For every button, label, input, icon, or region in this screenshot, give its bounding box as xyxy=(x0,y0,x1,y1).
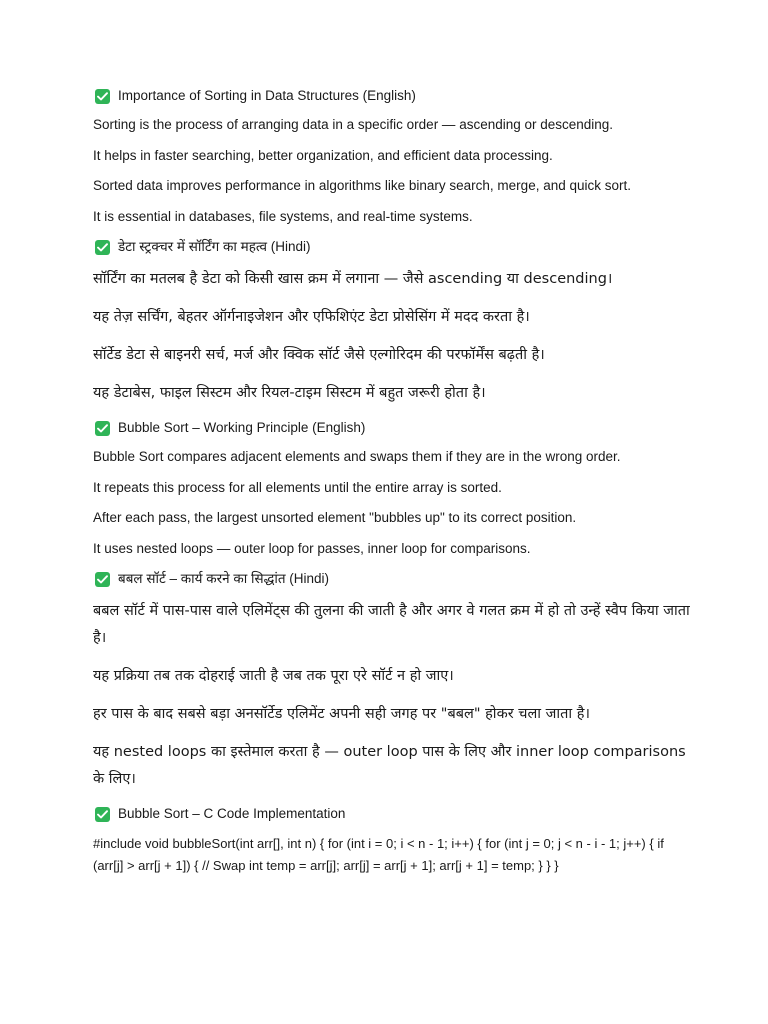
check-mark-icon xyxy=(95,807,110,822)
paragraph: बबल सॉर्ट में पास-पास वाले एलिमेंट्स की तुलना की जाती है और अगर वे गलत क्रम में हो तो उन्हें स्वैप किया जाता है। xyxy=(93,603,690,646)
paragraph: हर पास के बाद सबसे बड़ा अनसॉर्टेड एलिमेंट अपनी सही जगह पर "बबल" होकर चला जाता है। xyxy=(93,706,590,722)
paragraph: सॉर्टिंग का मतलब है डेटा को किसी खास क्रम में लगाना — जैसे ascending या descending। xyxy=(93,271,613,287)
paragraph: Sorting is the process of arranging data in a specific order — ascending or descending. xyxy=(93,117,614,132)
paragraph: It helps in faster searching, better organization, and efficient data processing. xyxy=(93,147,553,163)
check-mark-icon xyxy=(95,421,110,436)
heading-text: बबल सॉर्ट – कार्य करने का सिद्धांत (Hindi) xyxy=(118,571,330,586)
document-page xyxy=(93,86,693,877)
paragraph: Bubble Sort compares adjacent elements and swaps them if they are in the wrong order. xyxy=(93,449,621,464)
check-mark-icon xyxy=(95,89,110,104)
heading-text: Bubble Sort – Working Principle (English) xyxy=(118,420,366,435)
section-heading-c-code xyxy=(95,804,693,824)
paragraph: Sorted data improves performance in algorithms like binary search, merge, and quick sort. xyxy=(93,178,631,193)
section-heading-bubble-sort-principle-hi xyxy=(95,569,693,589)
check-mark-icon xyxy=(95,572,110,587)
paragraph: यह प्रक्रिया तब तक दोहराई जाती है जब तक पूरा एरे सॉर्ट न हो जाए। xyxy=(93,668,454,684)
section-heading-sorting-importance-en xyxy=(95,86,693,106)
paragraph: यह तेज़ सर्चिंग, बेहतर ऑर्गनाइजेशन और एफिशिएंट डेटा प्रोसेसिंग में मदद करता है। xyxy=(93,309,530,325)
paragraph: सॉर्टेड डेटा से बाइनरी सर्च, मर्ज और क्विक सॉर्ट जैसे एल्गोरिदम की परफॉर्मेंस बढ़ती है। xyxy=(93,347,545,363)
paragraph: यह डेटाबेस, फाइल सिस्टम और रियल-टाइम सिस्टम में बहुत जरूरी होता है। xyxy=(93,385,486,401)
section-heading-sorting-importance-hi xyxy=(95,237,693,257)
paragraph: After each pass, the largest unsorted element "bubbles up" to its correct position. xyxy=(93,510,577,525)
check-mark-icon xyxy=(95,240,110,255)
section-heading-bubble-sort-principle-en xyxy=(95,418,693,438)
heading-text: Importance of Sorting in Data Structures (English) xyxy=(118,88,416,103)
heading-text: डेटा स्ट्रक्चर में सॉर्टिंग का महत्व (Hindi) xyxy=(118,239,311,254)
paragraph: It uses nested loops — outer loop for passes, inner loop for comparisons. xyxy=(93,540,531,556)
heading-text: Bubble Sort – C Code Implementation xyxy=(118,806,346,821)
code-block: #include void bubbleSort(int arr[], int n) { for (int i = 0; i < n - 1; i++) { for (int j = 0; j < n - i - 1; j++) { if (arr[j] > arr[j + 1]) { // Swap int temp = arr[j]; arr[j] = arr[j + 1]; arr[j + 1] = temp; } } } xyxy=(93,836,664,873)
paragraph: It is essential in databases, file systems, and real-time systems. xyxy=(93,208,473,224)
paragraph: यह nested loops का इस्तेमाल करता है — outer loop पास के लिए और inner loop comparisons के लिए। xyxy=(93,744,686,787)
paragraph: It repeats this process for all elements until the entire array is sorted. xyxy=(93,479,502,495)
